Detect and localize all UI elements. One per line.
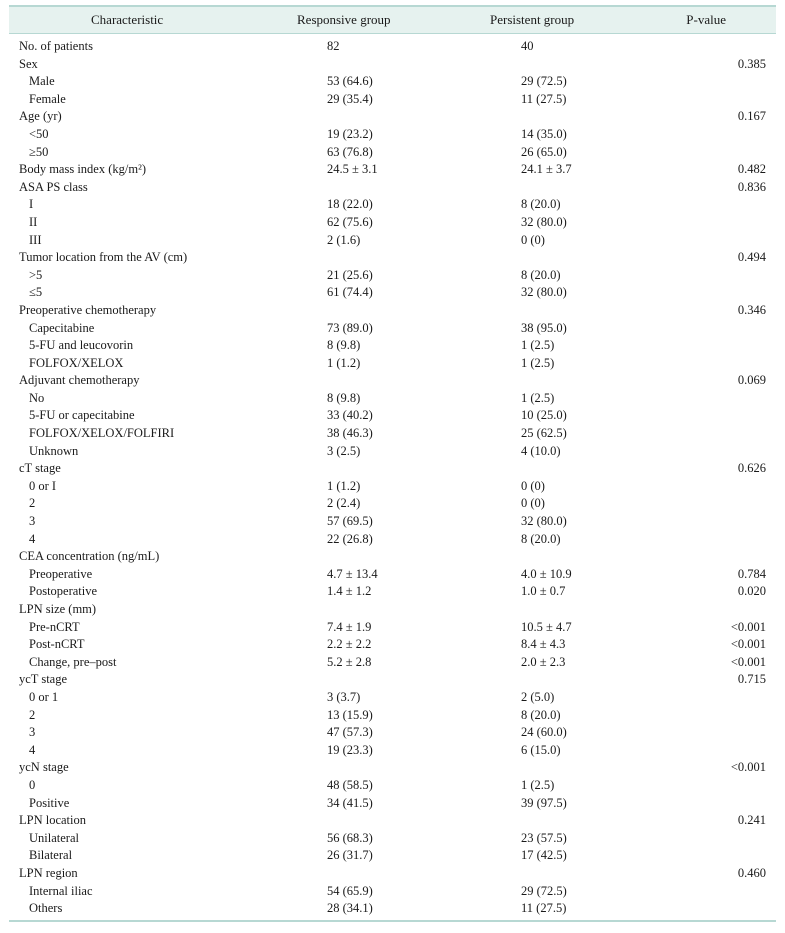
table-row xyxy=(9,232,776,250)
row-responsive-value: 13 (15.9) xyxy=(327,707,373,722)
row-responsive-value: 24.5 ± 3.1 xyxy=(327,162,378,177)
table-row xyxy=(9,636,776,654)
row-p-value: <0.001 xyxy=(730,654,766,669)
row-label: 4 xyxy=(29,742,36,757)
row-label: 3 xyxy=(29,725,36,740)
row-persistent-value: 23 (57.5) xyxy=(521,830,567,845)
table-row xyxy=(9,654,776,672)
table-row xyxy=(9,56,776,74)
row-persistent-value: 6 (15.0) xyxy=(521,742,561,757)
row-responsive-value: 33 (40.2) xyxy=(327,408,373,423)
row-responsive-value: 73 (89.0) xyxy=(327,320,373,335)
row-persistent-value: 17 (42.5) xyxy=(521,848,567,863)
table-row xyxy=(9,812,776,830)
row-label: 4 xyxy=(29,531,36,546)
row-responsive-value: 53 (64.6) xyxy=(327,74,373,89)
row-persistent-value: 11 (27.5) xyxy=(521,901,567,916)
row-label: Male xyxy=(29,74,55,89)
row-p-value: 0.482 xyxy=(737,162,766,177)
header-persistent: Persistent group xyxy=(490,12,575,27)
row-label: 3 xyxy=(29,514,36,529)
table-row xyxy=(9,583,776,601)
row-label: 2 xyxy=(29,496,36,511)
row-label: 0 or I xyxy=(29,478,57,493)
row-label: Adjuvant chemotherapy xyxy=(19,373,140,388)
row-persistent-value: 40 xyxy=(521,39,534,53)
table-row xyxy=(9,144,776,162)
row-persistent-value: 14 (35.0) xyxy=(521,126,567,141)
table-row xyxy=(9,302,776,320)
row-p-value: 0.460 xyxy=(737,865,766,880)
row-label: 5-FU and leucovorin xyxy=(29,338,134,353)
row-responsive-value: 54 (65.9) xyxy=(327,883,373,898)
row-persistent-value: 32 (80.0) xyxy=(521,514,567,529)
row-p-value: 0.385 xyxy=(737,56,766,71)
row-persistent-value: 1 (2.5) xyxy=(521,355,555,370)
row-label: Bilateral xyxy=(29,848,73,863)
row-persistent-value: 8 (20.0) xyxy=(521,197,561,212)
row-label: No xyxy=(29,390,45,405)
row-responsive-value: 3 (2.5) xyxy=(327,443,361,458)
row-persistent-value: 1 (2.5) xyxy=(521,338,555,353)
row-label: Female xyxy=(29,91,66,106)
table-row xyxy=(9,214,776,232)
row-persistent-value: 25 (62.5) xyxy=(521,426,567,441)
table-row xyxy=(9,847,776,865)
table-row xyxy=(9,196,776,214)
table-row xyxy=(9,495,776,513)
table-row xyxy=(9,830,776,848)
row-persistent-value: 1 (2.5) xyxy=(521,390,555,405)
table-row xyxy=(9,91,776,109)
row-responsive-value: 8 (9.8) xyxy=(327,390,361,405)
row-responsive-value: 2 (2.4) xyxy=(327,496,361,511)
table-row xyxy=(9,390,776,408)
header-pvalue: P-value xyxy=(686,12,726,27)
row-responsive-value: 4.7 ± 13.4 xyxy=(327,566,378,581)
row-label: Pre-nCRT xyxy=(29,619,80,634)
table-row xyxy=(9,460,776,478)
row-persistent-value: 0 (0) xyxy=(521,232,545,247)
table-row xyxy=(9,320,776,338)
row-label: FOLFOX/XELOX/FOLFIRI xyxy=(29,426,175,441)
row-responsive-value: 38 (46.3) xyxy=(327,426,373,441)
table-row xyxy=(9,759,776,777)
table-row xyxy=(9,548,776,566)
row-persistent-value: 8.4 ± 4.3 xyxy=(521,637,566,652)
row-persistent-value: 8 (20.0) xyxy=(521,707,561,722)
row-label: II xyxy=(29,214,38,229)
table-body xyxy=(9,38,776,918)
table-row xyxy=(9,126,776,144)
row-label: Preoperative chemotherapy xyxy=(19,302,157,317)
table-row xyxy=(9,267,776,285)
row-label: 2 xyxy=(29,707,36,722)
row-label: III xyxy=(29,232,42,247)
table-row xyxy=(9,38,776,56)
row-responsive-value: 56 (68.3) xyxy=(327,830,373,845)
row-persistent-value: 11 (27.5) xyxy=(521,91,567,106)
row-p-value: 0.346 xyxy=(737,302,766,317)
row-p-value: 0.836 xyxy=(737,179,766,194)
table-row xyxy=(9,73,776,91)
row-label: Age (yr) xyxy=(19,109,62,124)
table-row xyxy=(9,478,776,496)
row-persistent-value: 32 (80.0) xyxy=(521,214,567,229)
table-row xyxy=(9,777,776,795)
row-p-value: <0.001 xyxy=(730,760,766,775)
row-persistent-value: 24 (60.0) xyxy=(521,725,567,740)
row-label: cT stage xyxy=(19,461,61,476)
row-label: CEA concentration (ng/mL) xyxy=(19,549,160,564)
table-row xyxy=(9,689,776,707)
table-row xyxy=(9,443,776,461)
table-row xyxy=(9,795,776,813)
row-responsive-value: 82 xyxy=(327,39,340,53)
row-responsive-value: 47 (57.3) xyxy=(327,725,373,740)
row-label: LPN location xyxy=(19,813,87,828)
row-persistent-value: 1.0 ± 0.7 xyxy=(521,584,566,599)
row-responsive-value: 2 (1.6) xyxy=(327,232,361,247)
row-responsive-value: 21 (25.6) xyxy=(327,267,373,282)
table-row xyxy=(9,179,776,197)
row-label: ycN stage xyxy=(19,760,69,775)
row-responsive-value: 1 (1.2) xyxy=(327,478,361,493)
row-p-value: 0.020 xyxy=(737,584,766,599)
row-label: FOLFOX/XELOX xyxy=(29,355,124,370)
row-label: I xyxy=(29,197,34,212)
row-p-value: 0.494 xyxy=(737,250,766,265)
row-responsive-value: 63 (76.8) xyxy=(327,144,373,159)
row-responsive-value: 62 (75.6) xyxy=(327,214,373,229)
table-row xyxy=(9,724,776,742)
row-persistent-value: 8 (20.0) xyxy=(521,531,561,546)
table-row xyxy=(9,161,776,179)
table-row xyxy=(9,566,776,584)
table-row xyxy=(9,601,776,619)
row-persistent-value: 10 (25.0) xyxy=(521,408,567,423)
row-label: Unilateral xyxy=(29,830,79,845)
row-persistent-value: 29 (72.5) xyxy=(521,74,567,89)
row-label: Others xyxy=(29,901,63,916)
table-row xyxy=(9,355,776,373)
row-label: 0 xyxy=(29,777,36,792)
row-responsive-value: 5.2 ± 2.8 xyxy=(327,654,372,669)
row-responsive-value: 48 (58.5) xyxy=(327,777,373,792)
characteristics-table xyxy=(9,5,776,922)
row-responsive-value: 7.4 ± 1.9 xyxy=(327,619,372,634)
table-row xyxy=(9,619,776,637)
row-responsive-value: 22 (26.8) xyxy=(327,531,373,546)
table-row xyxy=(9,108,776,126)
row-persistent-value: 8 (20.0) xyxy=(521,267,561,282)
table-row xyxy=(9,865,776,883)
table-row xyxy=(9,742,776,760)
row-label: Capecitabine xyxy=(29,320,95,335)
table-row xyxy=(9,284,776,302)
table-row xyxy=(9,372,776,390)
row-label: ycT stage xyxy=(19,672,68,687)
row-label: ≤5 xyxy=(29,285,43,300)
row-p-value: <0.001 xyxy=(730,619,766,634)
table-row xyxy=(9,531,776,549)
row-persistent-value: 4 (10.0) xyxy=(521,443,561,458)
row-persistent-value: 39 (97.5) xyxy=(521,795,567,810)
row-p-value: 0.241 xyxy=(737,813,766,828)
row-responsive-value: 57 (69.5) xyxy=(327,514,373,529)
row-label: <50 xyxy=(29,126,49,141)
table-row xyxy=(9,513,776,531)
row-label: Change, pre–post xyxy=(29,654,117,669)
row-responsive-value: 28 (34.1) xyxy=(327,901,373,916)
table-header xyxy=(9,7,776,33)
row-label: Tumor location from the AV (cm) xyxy=(19,250,188,265)
row-p-value: 0.715 xyxy=(737,672,766,687)
table-row xyxy=(9,671,776,689)
table-row xyxy=(9,425,776,443)
row-responsive-value: 34 (41.5) xyxy=(327,795,373,810)
row-p-value: 0.069 xyxy=(737,373,766,388)
row-label: Postoperative xyxy=(29,584,98,599)
row-label: Positive xyxy=(29,795,70,810)
row-responsive-value: 19 (23.3) xyxy=(327,742,373,757)
row-label: LPN region xyxy=(19,865,78,880)
row-responsive-value: 18 (22.0) xyxy=(327,197,373,212)
row-label: LPN size (mm) xyxy=(19,602,97,616)
row-persistent-value: 29 (72.5) xyxy=(521,883,567,898)
row-responsive-value: 8 (9.8) xyxy=(327,338,361,353)
row-label: Preoperative xyxy=(29,566,93,581)
row-responsive-value: 2.2 ± 2.2 xyxy=(327,637,372,652)
row-p-value: <0.001 xyxy=(730,637,766,652)
row-label: Unknown xyxy=(29,443,79,458)
row-label: Sex xyxy=(19,56,38,71)
bottom-rule xyxy=(9,920,776,922)
row-p-value: 0.784 xyxy=(737,566,766,581)
row-persistent-value: 4.0 ± 10.9 xyxy=(521,566,572,581)
table-row xyxy=(9,883,776,901)
row-p-value: 0.626 xyxy=(737,461,766,476)
table-row xyxy=(9,407,776,425)
row-responsive-value: 1 (1.2) xyxy=(327,355,361,370)
row-persistent-value: 32 (80.0) xyxy=(521,285,567,300)
row-label: ASA PS class xyxy=(19,179,88,194)
row-label: Body mass index (kg/m²) xyxy=(19,162,147,177)
row-responsive-value: 61 (74.4) xyxy=(327,285,373,300)
row-persistent-value: 2 (5.0) xyxy=(521,689,555,704)
row-responsive-value: 3 (3.7) xyxy=(327,689,361,704)
row-responsive-value: 19 (23.2) xyxy=(327,126,373,141)
table-row xyxy=(9,337,776,355)
row-persistent-value: 38 (95.0) xyxy=(521,320,567,335)
row-responsive-value: 26 (31.7) xyxy=(327,848,373,863)
row-responsive-value: 29 (35.4) xyxy=(327,91,373,106)
table-row xyxy=(9,707,776,725)
row-persistent-value: 26 (65.0) xyxy=(521,144,567,159)
row-persistent-value: 0 (0) xyxy=(521,496,545,511)
row-label: Post-nCRT xyxy=(29,637,85,652)
row-label: 5-FU or capecitabine xyxy=(29,408,135,423)
header-characteristic: Characteristic xyxy=(91,12,164,27)
row-label: >5 xyxy=(29,267,43,282)
row-persistent-value: 10.5 ± 4.7 xyxy=(521,619,572,634)
table-row xyxy=(9,249,776,267)
row-label: 0 or 1 xyxy=(29,689,59,704)
table-row xyxy=(9,900,776,918)
row-persistent-value: 24.1 ± 3.7 xyxy=(521,162,572,177)
header-responsive: Responsive group xyxy=(297,12,391,27)
row-label: Internal iliac xyxy=(29,883,93,898)
row-label: ≥50 xyxy=(29,144,49,159)
row-responsive-value: 1.4 ± 1.2 xyxy=(327,584,372,599)
row-persistent-value: 0 (0) xyxy=(521,478,545,493)
row-label: No. of patients xyxy=(19,39,93,53)
row-p-value: 0.167 xyxy=(737,109,766,124)
row-persistent-value: 1 (2.5) xyxy=(521,777,555,792)
row-persistent-value: 2.0 ± 2.3 xyxy=(521,654,566,669)
